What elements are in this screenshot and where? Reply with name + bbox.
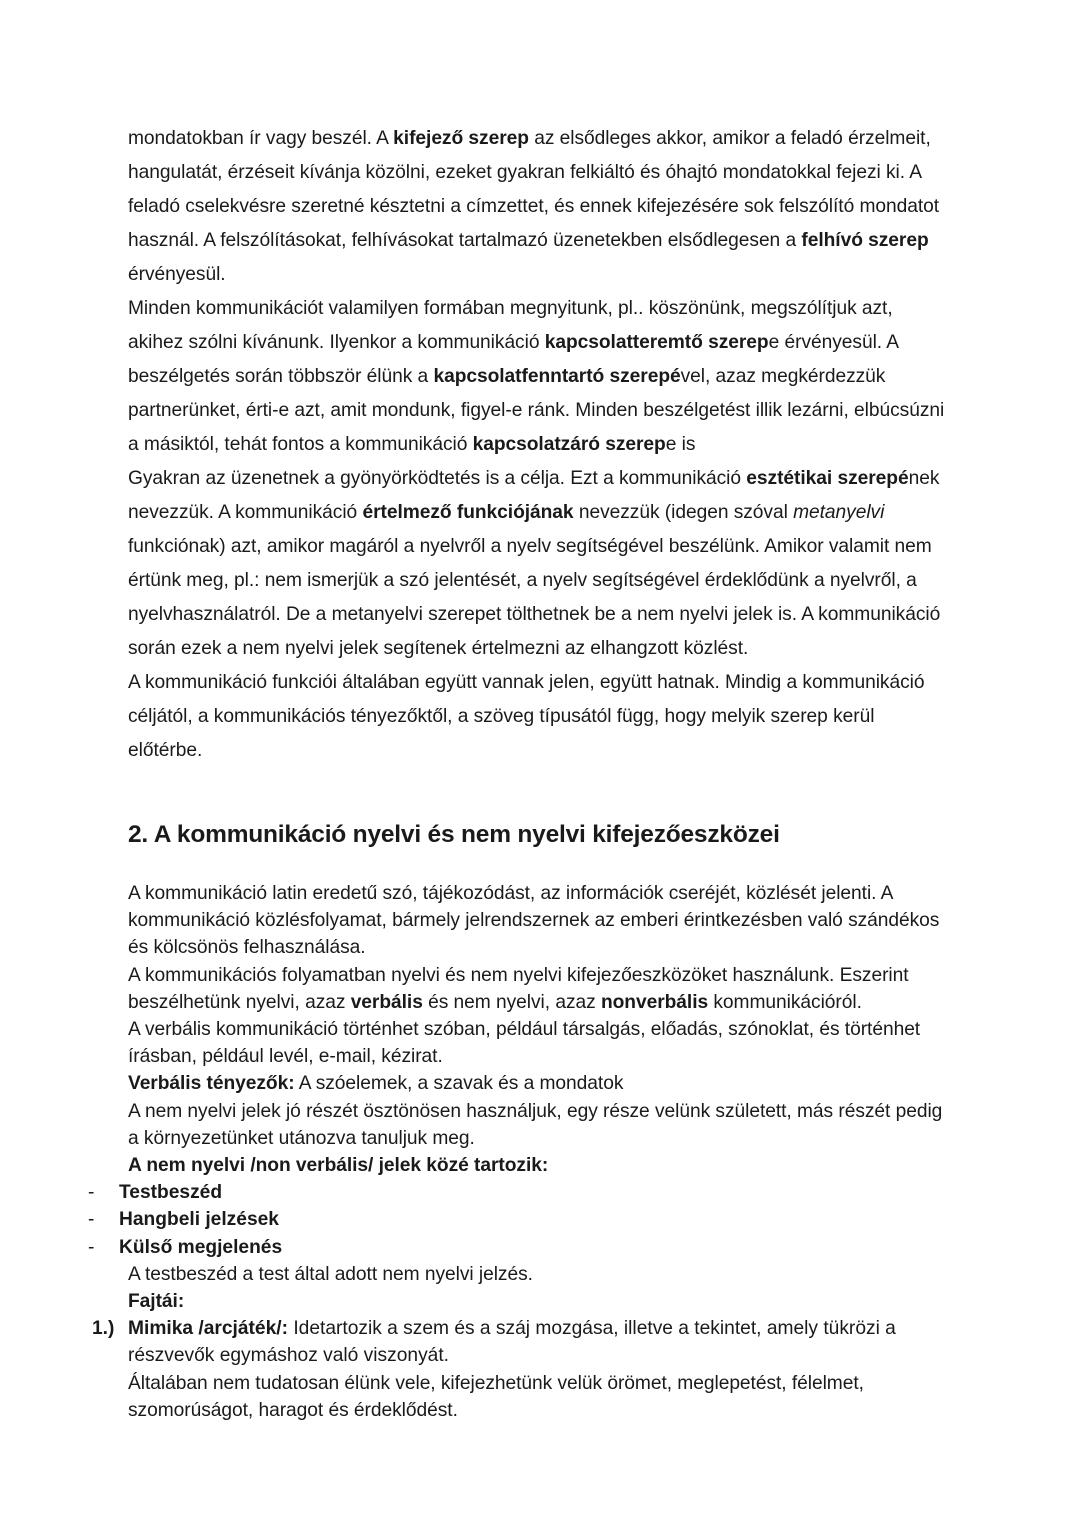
text-run: nek nevezzük. A kommunikáció [128,468,940,523]
bold-term-ertelmezo-funkcio: értelmező funkciójának [362,502,574,523]
bold-term-kapcsolatfenntarto-szerep: kapcsolatfenntartó szerepé [433,366,681,387]
body-block-two [88,880,948,1424]
list-number-marker: 1.) [92,1318,115,1340]
paragraph-testbeszed-definicio: A testbeszéd a test által adott nem nyelvi jelzés. [128,1263,533,1285]
paragraph-esztetikai-ertelmezo [128,462,948,666]
bold-term-nonverbalis: nonverbális [600,991,709,1013]
text-run: A szóelemek, a szavak és a mondatok [294,1073,624,1095]
text-run: és nem nyelvi, azaz [422,991,601,1013]
paragraph-nem-nyelvi-lead-in [128,1152,948,1179]
list-item [88,1206,948,1233]
text-run: vel, azaz megkérdezzük partnerünket, érti-e azt, amit mondunk, figyel-e ránk. Minden beszélgetést illik lezárni, elbúcsúzni a másiktól, tehát fontos a kommunikáció [128,366,945,455]
paragraph-verbalis-nonverbalis [128,962,948,1016]
bold-term-felhivo-szerep: felhívó szerep [801,230,929,251]
dash-bullet-icon: - [88,1236,95,1258]
spacer-before-title [128,768,948,820]
nonverbal-sign-list [88,1179,948,1261]
paragraph-mimika-reszletek: Általában nem tudatosan élünk vele, kifejezhetünk velük örömet, meglepetést, félelmet, szomorúságot, haragot és érdeklődést. [128,1372,864,1421]
text-run: mondatokban ír vagy beszél. A [128,128,394,149]
bold-term-kifejezo-szerep: kifejező szerep [393,128,529,149]
bold-term-kapcsolatzaro-szerep: kapcsolatzáró szerep [472,434,666,455]
bold-term-esztetikai-szerep: esztétikai szerepé [746,468,909,489]
dash-bullet-icon: - [88,1209,95,1231]
paragraph-nem-nyelvi-jelek: A nem nyelvi jelek jó részét ösztönösen használjuk, egy része velünk született, más részét pedig a környezetünket utánozva tanuljuk meg. [128,1100,943,1149]
body-block-one [128,122,948,768]
text-run: Idetartozik a szem és a száj mozgása, illetve a tekintet, amely tükrözi a részvevők egymáshoz való viszonyát. [128,1318,896,1367]
dash-bullet-icon: - [88,1182,95,1204]
paragraph-funkciok-egyutt: A kommunikáció funkciói általában együtt vannak jelen, együtt hatnak. Mindig a kommunikáció céljától, a kommunikációs tényezőktől, a szöveg típusától függ, hogy melyik szerep kerül előtérbe. [128,672,925,761]
list-item-label: Hangbeli jelzések [119,1209,279,1231]
text-run: nevezzük (idegen szóval [573,502,794,523]
text-run: e érvényesül. A beszélgetés során többször élünk a [128,332,898,387]
list-item [88,1179,948,1206]
text-run: e is [665,434,696,455]
bold-label-fajtai: Fajtái: [128,1291,185,1313]
bold-term-kapcsolatteremto-szerep: kapcsolatteremtő szerep [544,332,769,353]
italic-term-metanyelvi: metanyelvi [793,502,885,523]
bold-label-verbalis-tenyezok: Verbális tényezők: [128,1073,295,1095]
bold-label-mimika: Mimika /arcjáték/: [128,1318,288,1340]
section-heading: 2. A kommunikáció nyelvi és nem nyelvi kifejezőeszközei [128,821,780,848]
paragraph-verbalis-formak: A verbális kommunikáció történhet szóban, például társalgás, előadás, szónoklat, és történhet írásban, például levél, e-mail, kézirat. [128,1019,921,1068]
text-run: az elsődleges akkor, amikor a feladó érzelmeit, hangulatát, érzéseit kívánja közölni, ezeket gyakran felkiáltó és óhajtó mondatokkal fejezi ki. A feladó cselekvésre szeretné késztetni a címzettet, és ennek kifejezésére sok felszólító mondatot használ. A felszólításokat, felhívásokat tartalmazó üzenetekben elsődlegesen a [128,128,940,251]
paragraph-fajtai [128,1288,948,1315]
text-run: kommunikációról. [708,991,862,1013]
spacer-after-title [128,850,948,880]
paragraph-verbalis-tenyezok [128,1070,948,1097]
text-run: Gyakran az üzenetnek a gyönyörködtetés is a célja. Ezt a kommunikáció [128,468,747,489]
paragraph-kommunikacio-definicio: A kommunikáció latin eredetű szó, tájékozódást, az információk cseréjét, közlését jelenti. A kommunikáció közlésfolyamat, bármely jelrendszernek az emberi érintkezésben való szándékos és kölcsönös felhasználása. [128,883,940,959]
list-item [88,1234,948,1261]
text-run: A kommunikációs folyamatban nyelvi és nem nyelvi kifejezőeszközöket használunk. Eszerint beszélhetünk nyelvi, azaz [128,964,909,1013]
text-run: érvényesül. [128,264,226,285]
paragraph-kifejezo-szerep [128,122,948,292]
text-run: funkciónak) azt, amikor magáról a nyelvről a nyelv segítségével beszélünk. Amikor valamit nem értünk meg, pl.: nem ismerjük a szó jelentését, a nyelv segítségével érdeklődünk a nyelvről, a nyelvhasználatról. De a metanyelvi szerepet tölthetnek be a nem nyelvi jelek is. A kommunikáció során ezek a nem nyelvi jelek segítenek értelmezni az elhangzott közlést. [128,536,941,659]
bold-term-verbalis: verbális [350,991,423,1013]
text-run: Minden kommunikációt valamilyen formában megnyitunk, pl.. köszönünk, megszólítjuk azt, akihez szólni kívánunk. Ilyenkor a kommunikáció [128,298,893,353]
numbered-item-mimika [92,1315,948,1369]
list-item-label: Testbeszéd [119,1182,223,1204]
text-column [88,122,948,1424]
list-item-label: Külső megjelenés [119,1236,283,1258]
bold-label-nem-nyelvi-jelek: A nem nyelvi /non verbális/ jelek közé tartozik: [128,1155,549,1177]
paragraph-kapcsolat-szerepek [128,292,948,462]
